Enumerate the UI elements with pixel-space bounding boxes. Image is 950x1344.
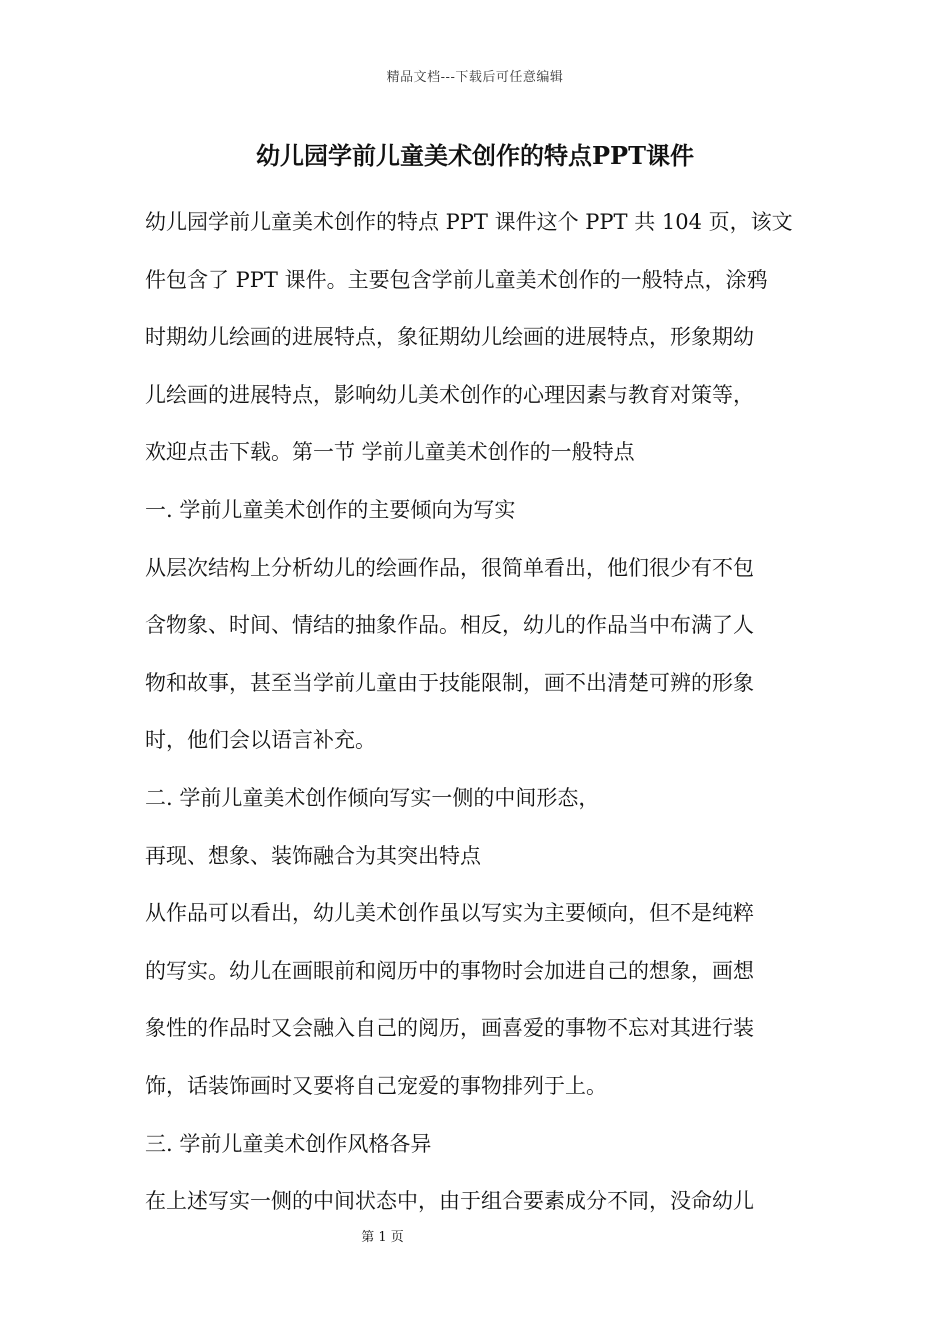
body-line: 件包含了 PPT 课件。主要包含学前儿童美术创作的一般特点，涂鸦: [145, 267, 768, 292]
body-line: 幼儿园学前儿童美术创作的特点 PPT 课件这个 PPT 共 104 页，该文: [145, 210, 793, 234]
body-line: 欢迎点击下载。第一节 学前儿童美术创作的一般特点: [145, 440, 635, 465]
body-line: 时，他们会以语言补充。: [145, 728, 376, 753]
section-heading: 二. 学前儿童美术创作倾向写实一侧的中间形态，: [145, 785, 600, 810]
body-line: 物和故事，甚至当学前儿童由于技能限制，画不出清楚可辨的形象: [145, 670, 754, 695]
page-number: 第 1 页: [361, 1230, 404, 1245]
header-note: 精品文档---下载后可任意编辑: [386, 70, 564, 85]
section-heading: 一. 学前儿童美术创作的主要倾向为写实: [145, 497, 516, 522]
body-line: 从作品可以看出，幼儿美术创作虽以写实为主要倾向，但不是纯粹: [145, 901, 754, 926]
body-line: 时期幼儿绘画的进展特点，象征期幼儿绘画的进展特点，形象期幼: [145, 325, 754, 350]
body-line: 儿绘画的进展特点，影响幼儿美术创作的心理因素与教育对策等，: [145, 382, 754, 407]
body-line: 含物象、时间、情结的抽象作品。相反，幼儿的作品当中布满了人: [145, 613, 754, 638]
body-line: 的写实。幼儿在画眼前和阅历中的事物时会加进自己的想象，画想: [145, 958, 754, 983]
section-heading: 三. 学前儿童美术创作风格各异: [145, 1131, 432, 1156]
body-line: 象性的作品时又会融入自己的阅历，画喜爱的事物不忘对其进行装: [145, 1016, 754, 1041]
document-title: 幼儿园学前儿童美术创作的特点PPT课件: [256, 141, 694, 170]
document-body: [145, 200, 810, 1237]
body-line: 饰，话装饰画时又要将自己宠爱的事物排列于上。: [145, 1073, 607, 1098]
section-heading-continued: 再现、想象、装饰融合为其突出特点: [145, 843, 481, 868]
body-line: 从层次结构上分析幼儿的绘画作品，很简单看出，他们很少有不包: [145, 555, 754, 580]
body-line: 在上述写实一侧的中间状态中，由于组合要素成分不同，没命幼儿: [145, 1189, 754, 1214]
